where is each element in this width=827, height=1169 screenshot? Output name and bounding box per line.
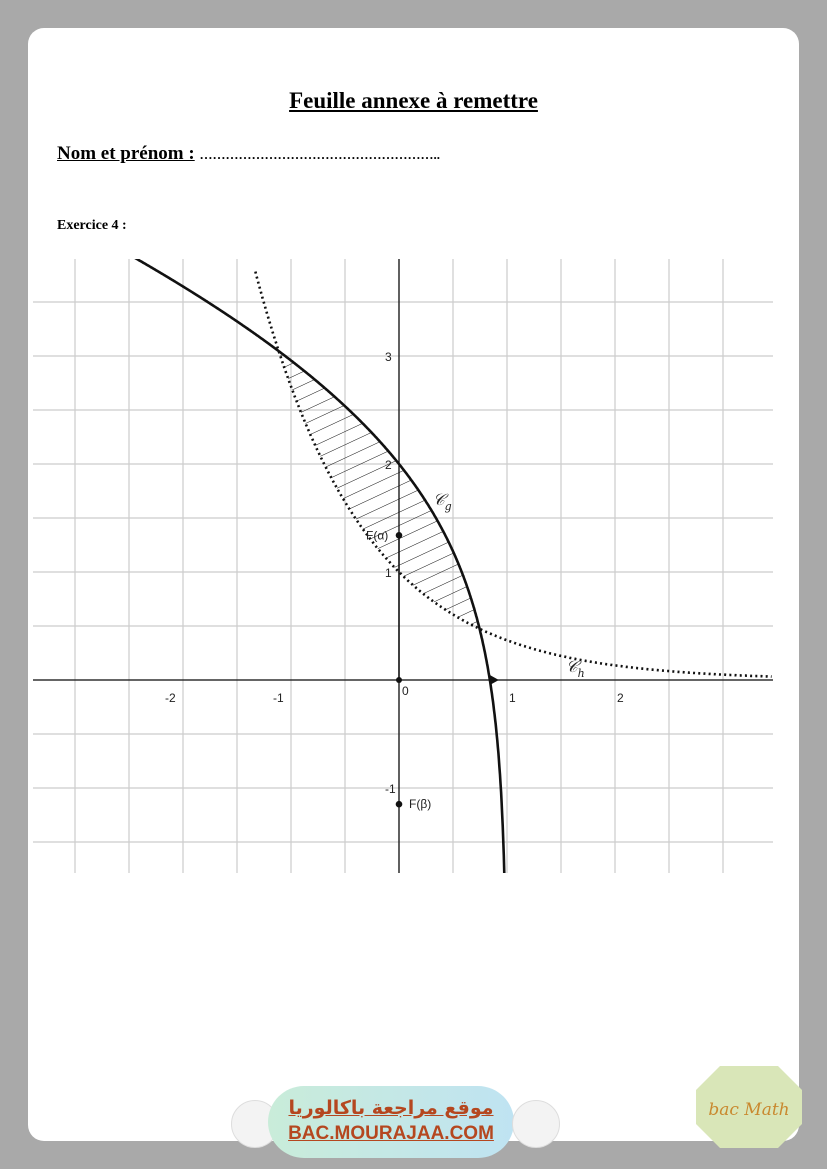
point-label: F(β) — [409, 797, 432, 812]
point-marker — [396, 532, 403, 539]
y-tick-label: 3 — [385, 350, 392, 364]
name-field-line — [57, 143, 440, 165]
footer-banner[interactable] — [268, 1086, 514, 1158]
y-tick-label: 2 — [385, 458, 392, 472]
exercise-heading: Exercice 4 : — [57, 218, 127, 233]
curve-h-label: 𝒞$_h$ — [566, 657, 585, 680]
footer-url-link[interactable]: BAC.MOURAJAA.COM — [288, 1123, 494, 1144]
sheet-title: Feuille annexe à remettre — [289, 88, 538, 113]
y-tick-label: 1 — [385, 566, 392, 580]
curve-g-label: 𝒞$_g$ — [433, 490, 452, 513]
right-site-logo — [512, 1100, 560, 1148]
origin-label: 0 — [402, 684, 409, 698]
y-tick-label: -1 — [385, 782, 396, 796]
name-blank: ……………………………………………….. — [199, 147, 440, 162]
badge-text: bac Math — [708, 1100, 790, 1120]
axis-tick-labels — [165, 350, 624, 796]
origin-point — [396, 677, 402, 683]
function-graph — [33, 259, 773, 873]
x-tick-label: 2 — [617, 691, 624, 705]
point-label: F(α) — [366, 528, 389, 543]
bac-math-badge — [694, 1064, 804, 1150]
root-arrow — [490, 675, 499, 685]
x-tick-label: 1 — [509, 691, 516, 705]
name-label: Nom et prénom : — [57, 143, 195, 164]
footer-arabic-text: موقع مراجعة باكالوريا — [288, 1097, 494, 1119]
x-tick-label: -1 — [273, 691, 284, 705]
hatched-region — [279, 351, 480, 629]
point-marker — [396, 801, 403, 808]
x-tick-label: -2 — [165, 691, 176, 705]
